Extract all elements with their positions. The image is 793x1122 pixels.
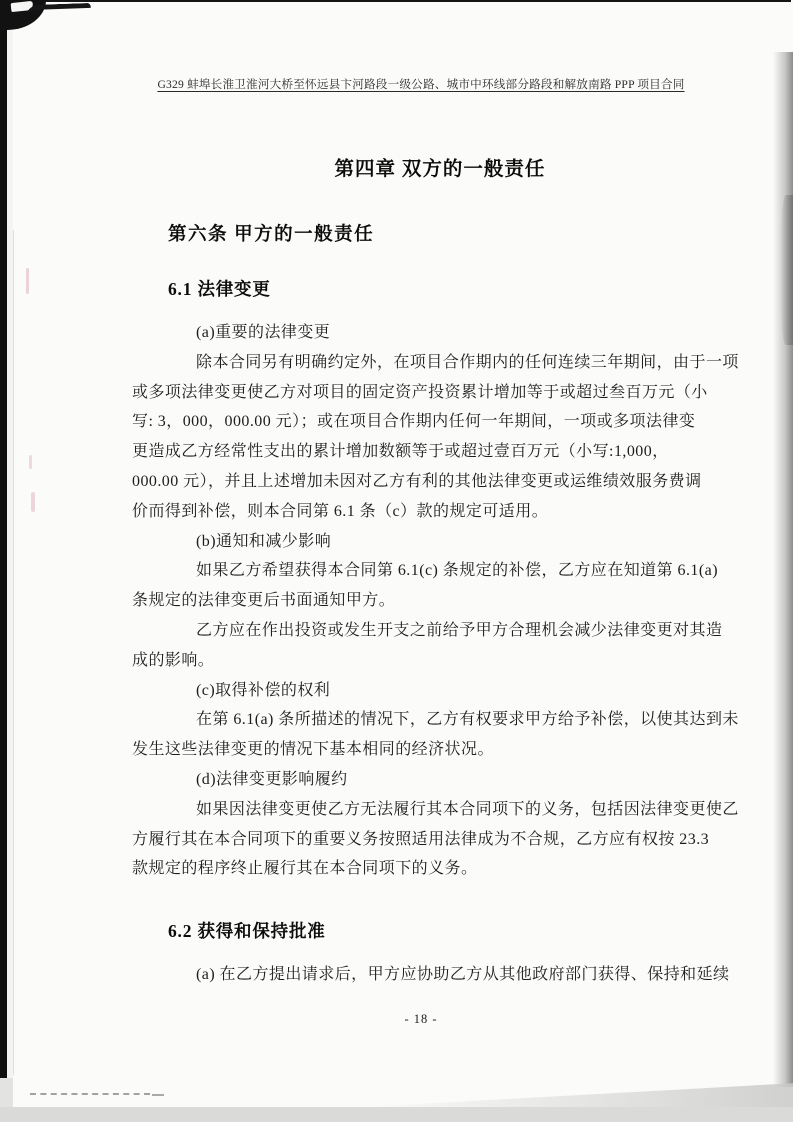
scan-dash-mark-small xyxy=(152,1094,164,1096)
scan-top-edge xyxy=(0,0,791,2)
body-line: 价而得到补偿，则本合同第 6.1 条（c）款的规定可适用。 xyxy=(132,502,549,520)
scan-left-edge xyxy=(0,0,7,1080)
scan-bottom-right-wedge xyxy=(363,1079,793,1107)
body-line: (a)重要的法律变更 xyxy=(196,324,331,341)
article-heading: 第六条 甲方的一般责任 xyxy=(168,225,375,245)
body-line: 发生这些法律变更的情况下基本相同的经济状况。 xyxy=(132,741,494,759)
body-line: 在第 6.1(a) 条所描述的情况下，乙方有权要求甲方给予补偿，以使其达到未 xyxy=(196,711,739,729)
body-line: 除本合同另有明确约定外，在项目合作期内的任何连续三年期间，由于一项 xyxy=(196,353,739,371)
contract-title: G329 蚌埠长淮卫淮河大桥至怀远县卞河路段一级公路、城市中环线部分路段和解放南路 PPP 项目合同 xyxy=(157,78,685,91)
page-number: - 18 - xyxy=(404,1012,438,1026)
section-6-1-body xyxy=(132,318,739,884)
section-6-2-heading: 6.2 获得和保持批准 xyxy=(168,921,326,941)
body-line: 条规定的法律变更后书面通知甲方。 xyxy=(132,592,396,610)
body-line: 乙方应在作出投资或发生开支之前给予甲方合理机会减少法律变更对其造 xyxy=(196,621,723,639)
body-line: 如果乙方希望获得本合同第 6.1(c) 条规定的补偿，乙方应在知道第 6.1(a) xyxy=(196,562,718,580)
scan-right-shadow-dark xyxy=(780,195,793,345)
body-line: 如果因法律变更使乙方无法履行其本合同项下的义务，包括因法律变更使乙 xyxy=(196,800,739,818)
body-line: (a) 在乙方提出请求后，甲方应协助乙方从其他政府部门获得、保持和延续 xyxy=(196,966,730,983)
chapter-heading: 第四章 双方的一般责任 xyxy=(334,159,546,180)
scan-dash-mark xyxy=(30,1093,150,1095)
body-line: (d)法律变更影响履约 xyxy=(196,770,348,788)
scan-pink-speck xyxy=(26,268,29,294)
section-6-1-heading: 6.1 法律变更 xyxy=(168,279,271,299)
section-6-2-body xyxy=(132,960,732,990)
body-line: (b)通知和减少影响 xyxy=(196,532,332,550)
scan-pink-speck xyxy=(29,455,32,469)
body-line: 方履行其在本合同项下的重要义务按照适用法律成为不合规，乙方应有权按 23.3 xyxy=(132,830,710,848)
body-line: 更造成乙方经常性支出的累计增加数额等于或超过壹百万元（小写:1,000， xyxy=(132,443,669,461)
running-header xyxy=(132,76,710,92)
body-line: 成的影响。 xyxy=(132,651,215,669)
body-line: 或多项法律变更使乙方对项目的固定资产投资累计增加等于或超过叁百万元（小 xyxy=(132,383,708,401)
scan-left-faint-line xyxy=(13,230,14,1075)
body-line: 000.00 元），并且上述增加未因对乙方有利的其他法律变更或运维绩效服务费调 xyxy=(132,472,702,490)
scan-pink-speck xyxy=(31,492,35,512)
body-line: (c)取得补偿的权利 xyxy=(196,681,331,699)
body-line: 写: 3，000，000.00 元）；或在项目合作期内任何一年期间，一项或多项法律变 xyxy=(132,413,696,431)
scan-bottom-band xyxy=(0,1107,793,1122)
body-line: 款规定的程序终止履行其在本合同项下的义务。 xyxy=(132,860,478,878)
scan-corner-hook xyxy=(27,3,91,20)
